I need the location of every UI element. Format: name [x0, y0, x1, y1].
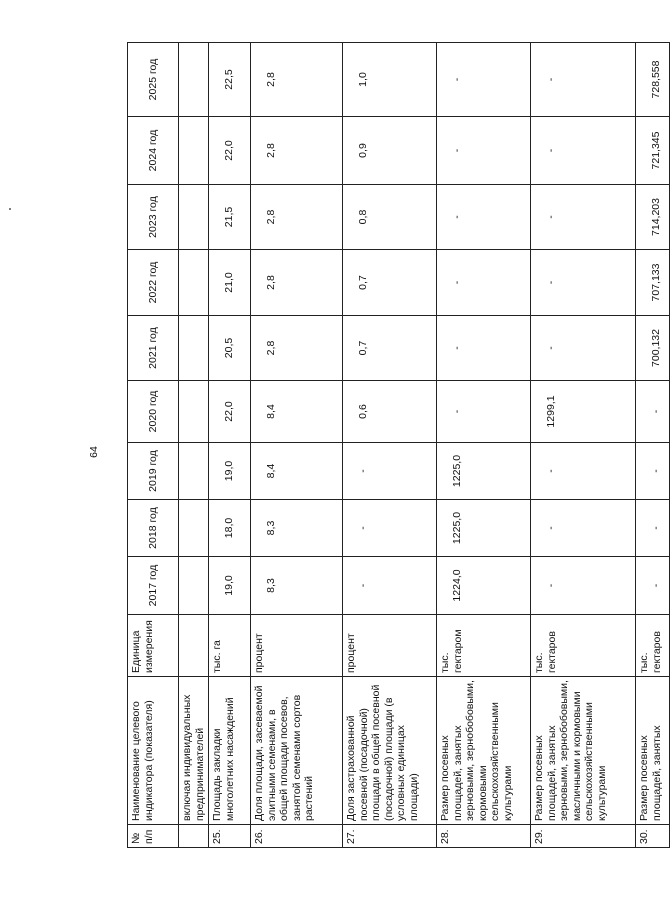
unit-cell: тыс. га: [209, 615, 251, 677]
indicator-name: Размер посевных площадей, занятых зерновыми, зернобобовыми, масличными и кормовыми сельскохозяйственными культурами: [531, 677, 636, 825]
header-year: 2025 год: [128, 43, 179, 117]
indicator-name: Площадь закладки многолетних насаждений: [209, 677, 251, 825]
value-cell: -: [636, 381, 670, 443]
value-cell: -: [437, 117, 531, 185]
page-number: 64: [88, 446, 100, 458]
row-number: 25.: [209, 825, 251, 848]
value-cell: [179, 250, 209, 316]
value-cell: -: [531, 443, 636, 500]
value-cell: [179, 500, 209, 557]
value-cell: -: [531, 557, 636, 615]
value-cell: -: [343, 443, 437, 500]
row-number: 30.: [636, 825, 670, 848]
value-cell: 2,8: [251, 185, 343, 250]
value-cell: -: [636, 500, 670, 557]
value-cell: 1,0: [343, 43, 437, 117]
value-cell: 19,0: [209, 557, 251, 615]
value-cell: 1299,1: [531, 381, 636, 443]
value-cell: 0,8: [343, 185, 437, 250]
value-cell: -: [437, 43, 531, 117]
value-cell: [179, 316, 209, 381]
value-cell: -: [531, 316, 636, 381]
value-cell: 8,3: [251, 500, 343, 557]
header-year: 2017 год: [128, 557, 179, 615]
value-cell: 1224,0: [437, 557, 531, 615]
table-row: [437, 43, 531, 848]
value-cell: -: [531, 185, 636, 250]
value-cell: 2,8: [251, 43, 343, 117]
value-cell: 22,0: [209, 381, 251, 443]
value-cell: 728,558: [636, 43, 670, 117]
value-cell: 22,5: [209, 43, 251, 117]
value-cell: 0,7: [343, 250, 437, 316]
unit-cell: процент: [251, 615, 343, 677]
value-cell: 21,5: [209, 185, 251, 250]
table-row: [209, 43, 251, 848]
indicator-table: [127, 42, 670, 848]
value-cell: [179, 117, 209, 185]
value-cell: 721,345: [636, 117, 670, 185]
value-cell: -: [437, 381, 531, 443]
value-cell: [179, 43, 209, 117]
value-cell: 19,0: [209, 443, 251, 500]
row-number: 29.: [531, 825, 636, 848]
value-cell: -: [636, 443, 670, 500]
value-cell: [179, 557, 209, 615]
value-cell: 2,8: [251, 250, 343, 316]
value-cell: -: [531, 250, 636, 316]
table-row: [531, 43, 636, 848]
value-cell: 0,7: [343, 316, 437, 381]
table-row: [179, 43, 209, 848]
value-cell: -: [531, 43, 636, 117]
value-cell: 1225,0: [437, 443, 531, 500]
unit-cell: тыс. гектаров: [531, 615, 636, 677]
indicator-name: Размер посевных площадей, занятых зерновыми, зернобобовыми, кормовыми сельскохозяйственными культурами: [437, 677, 531, 825]
value-cell: [179, 381, 209, 443]
table-row: [251, 43, 343, 848]
header-year: 2019 год: [128, 443, 179, 500]
header-year: 2024 год: [128, 117, 179, 185]
value-cell: 8,3: [251, 557, 343, 615]
value-cell: [179, 185, 209, 250]
table-row: [636, 43, 670, 848]
header-indicator-name: Наименование целевого индикатора (показателя): [128, 677, 179, 825]
value-cell: 700,132: [636, 316, 670, 381]
value-cell: 714,203: [636, 185, 670, 250]
unit-cell: тыс. гектаров: [636, 615, 670, 677]
header-year: 2020 год: [128, 381, 179, 443]
value-cell: 0,9: [343, 117, 437, 185]
rotated-table-container: [127, 43, 663, 848]
value-cell: 18,0: [209, 500, 251, 557]
value-cell: -: [437, 316, 531, 381]
value-cell: -: [531, 500, 636, 557]
unit-cell: процент: [343, 615, 437, 677]
header-unit: Единица измерения: [128, 615, 179, 677]
value-cell: 2,8: [251, 117, 343, 185]
header-number: № п/п: [128, 825, 179, 848]
value-cell: 21,0: [209, 250, 251, 316]
value-cell: -: [343, 500, 437, 557]
indicator-name: Размер посевных площадей, занятых: [636, 677, 670, 825]
value-cell: -: [437, 185, 531, 250]
header-year: 2023 год: [128, 185, 179, 250]
row-number: [179, 825, 209, 848]
value-cell: 8,4: [251, 443, 343, 500]
value-cell: 22,0: [209, 117, 251, 185]
value-cell: 2,8: [251, 316, 343, 381]
value-cell: 1225,0: [437, 500, 531, 557]
unit-cell: тыс. гектаром: [437, 615, 531, 677]
indicator-name: Доля площади, засеваемой элитными семенами, в общей площади посевов, занятой семенами сортов растений: [251, 677, 343, 825]
value-cell: -: [531, 117, 636, 185]
header-row: [128, 43, 179, 848]
value-cell: 0,6: [343, 381, 437, 443]
value-cell: -: [343, 557, 437, 615]
row-number: 28.: [437, 825, 531, 848]
table-row: [343, 43, 437, 848]
value-cell: 707,133: [636, 250, 670, 316]
row-number: 27.: [343, 825, 437, 848]
header-year: 2022 год: [128, 250, 179, 316]
unit-cell: [179, 615, 209, 677]
indicator-name: включая индивидуальных предпринимателей: [179, 677, 209, 825]
row-number: 26.: [251, 825, 343, 848]
header-year: 2021 год: [128, 316, 179, 381]
value-cell: 8,4: [251, 381, 343, 443]
value-cell: -: [636, 557, 670, 615]
indicator-name: Доля застрахованной посевной (посадочной) площади в общей посевной (посадочной) площади (в условных единицах площади): [343, 677, 437, 825]
value-cell: [179, 443, 209, 500]
scan-speck: [9, 208, 11, 210]
value-cell: -: [437, 250, 531, 316]
value-cell: 20,5: [209, 316, 251, 381]
header-year: 2018 год: [128, 500, 179, 557]
